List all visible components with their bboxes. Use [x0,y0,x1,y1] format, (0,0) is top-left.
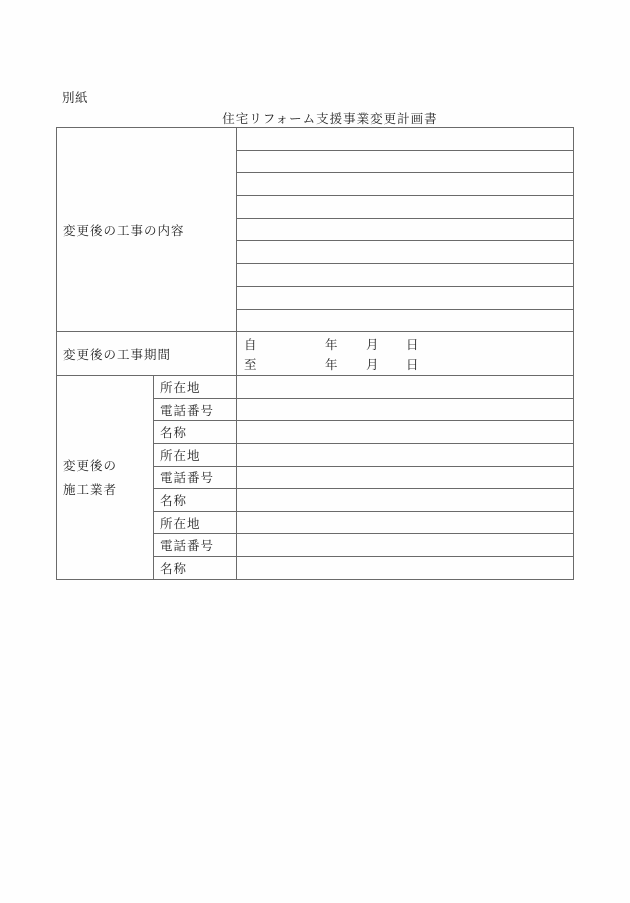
content-input-4[interactable] [237,196,574,219]
to-prefix: 至 [244,356,257,372]
period-label: 変更後の工事期間 [57,332,237,376]
content-input-1[interactable] [237,128,574,151]
period-input[interactable] [237,332,574,376]
content-input-2[interactable] [237,150,574,173]
contractor-3-address-input[interactable] [237,511,574,534]
content-input-3[interactable] [237,173,574,196]
attachment-label: 別紙 [62,90,89,105]
period-from-line[interactable] [237,334,573,354]
from-month-unit: 月 [366,336,379,352]
contractor-label [57,376,154,579]
contractor-2-name-label: 名称 [154,489,237,512]
contractor-3-name-input[interactable] [237,556,574,579]
document-title: 住宅リフォーム支援事業変更計画書 [222,111,438,126]
contractor-1-address-input[interactable] [237,376,574,399]
contractor-2-name-input[interactable] [237,489,574,512]
contractor-1-name-label: 名称 [154,421,237,444]
content-input-6[interactable] [237,241,574,264]
content-input-5[interactable] [237,218,574,241]
contractor-1-phone-input[interactable] [237,398,574,421]
content-input-9[interactable] [237,309,574,332]
change-plan-form [56,127,574,580]
content-label: 変更後の工事の内容 [57,128,237,332]
contractor-3-name-label: 名称 [154,556,237,579]
contractor-3-address-label: 所在地 [154,511,237,534]
to-day-unit: 日 [406,356,419,372]
contractor-label-line1: 変更後の [63,458,118,474]
contractor-3-phone-label: 電話番号 [154,534,237,557]
from-prefix: 自 [244,336,257,352]
contractor-2-phone-label: 電話番号 [154,466,237,489]
from-day-unit: 日 [406,336,419,352]
to-year-unit: 年 [325,356,338,372]
contractor-1-phone-label: 電話番号 [154,398,237,421]
contractor-2-phone-input[interactable] [237,466,574,489]
to-month-unit: 月 [366,356,379,372]
contractor-1-address-label: 所在地 [154,376,237,399]
contractor-3-phone-input[interactable] [237,534,574,557]
contractor-1-name-input[interactable] [237,421,574,444]
content-input-7[interactable] [237,264,574,287]
contractor-2-address-input[interactable] [237,443,574,466]
period-to-line[interactable] [237,354,573,374]
from-year-unit: 年 [325,336,338,352]
contractor-label-line2: 施工業者 [63,482,118,498]
content-input-8[interactable] [237,286,574,309]
contractor-2-address-label: 所在地 [154,443,237,466]
